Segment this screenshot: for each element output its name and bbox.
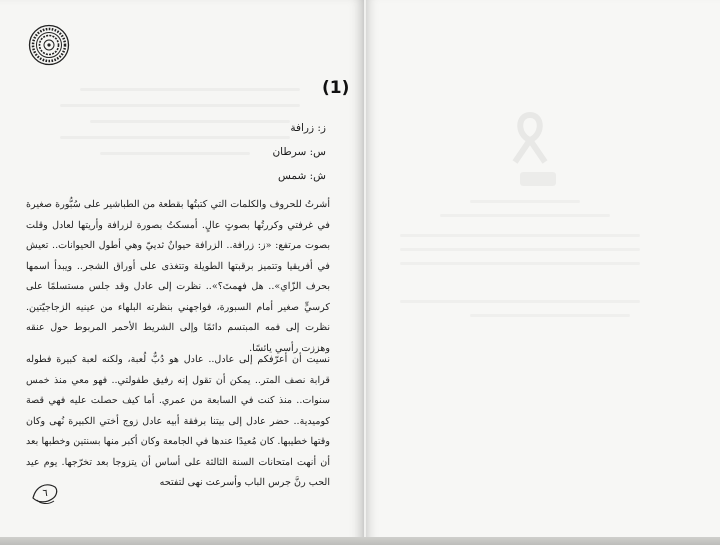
bleed-through-line [90, 120, 290, 123]
alphabet-line: ز: زرافة [290, 122, 326, 134]
bleed-through-line [100, 152, 250, 155]
paragraph-1: أشرتُ للحروف والكلمات التي كتبتُها بقطعة من الطباشير على سُبُّورة صغيرة في غرفتي وكررتُها بصوتٍ عالٍ. أمسكتُ بصورة لزرافة وأريتها لعادل وقلت بصوت مرتفع: «ز: زرافة.. الزرافة حيوانٌ ثدييّ وهي أطول الحيوانات.. تعيش في أفريقيا وتتميز برقبتها الطويلة وتتغذى على أوراق الشجر.. ويبدأ اسمها بحرف الزّاي».. هل فهمتَ؟».. نظرت إلى عادل وقد جلس مستسلمًا على كرسيٍّ صغير أمام السبورة، فواجهني بنظرته البلهاء من عينيه الزجاجيّتين. نظرت إلى فمه المبتسم دائمًا وإلى الشريط الأحمر المربوط حول عنقه وهززت رأسي يائسًا. [26, 199, 330, 354]
page-number-badge [30, 478, 60, 506]
paragraph-2: نسيت أن أعرّفكم إلى عادل.. عادل هو دُبٌّ لُعبة، ولكنه لعبة كبيرة فطوله قرابة نصف المتر.. يمكن أن تقول إنه رفيق طفولتي.. فهو معي منذ خمس سنوات.. منذ كنت في السابعة من عمري. أما كيف حصلت عليه فهي قصة كوميدية.. حضر عادل إلى بيتنا برفقة أبيه عادل زوج أختي الكبيرة نُهى وكان وقتها خطيبها. كان مُعيدًا عندها في الجامعة وكان أكبر منها بسنتين وخطبها بعد أن أنهت امتحانات السنة الثالثة على أساس أن يتزوجا بعد تخرّجها. يوم عيد الحب رنَّ جرس الباب وأسرعت نهى لتفتحه [26, 354, 330, 488]
alphabet-line: س: سرطان [272, 146, 326, 158]
bleed-through-line [60, 136, 290, 139]
bleed-through-line [60, 104, 300, 107]
bleed-through-line [470, 200, 580, 203]
right-page [366, 0, 720, 545]
faint-ribbon-icon [505, 110, 555, 165]
chapter-number: (1) [322, 78, 350, 98]
bleed-through-line [400, 248, 640, 251]
faint-title [520, 172, 556, 186]
bleed-through-line [80, 88, 300, 91]
bleed-through-line [400, 262, 640, 265]
bleed-through-line [400, 234, 640, 237]
bleed-through-line [440, 214, 610, 217]
page-number: ٦ [42, 488, 48, 499]
page-bottom-edge [0, 537, 720, 545]
alphabet-line: ش: شمس [278, 170, 326, 182]
bleed-through-line [400, 300, 640, 303]
decorative-ornament-icon [28, 24, 70, 66]
bleed-through-line [470, 314, 630, 317]
alphabet-lines [272, 116, 326, 188]
